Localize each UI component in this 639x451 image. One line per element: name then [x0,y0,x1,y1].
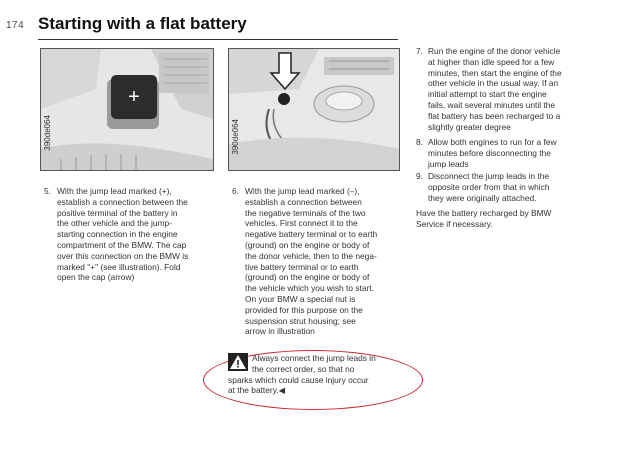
step-text: With the jump lead marked (–), establish a connection between the negative terminals of the two vehicles. First connect it to the negative battery terminal or to earth (ground) on the engine or body of the donor vehicle, then to the nega- tive battery terminal or to earth (ground) on the engine or body of the vehicle which you wish to start. On your BMW a special nut is provided for this purpose on the suspension strut housing; see arrow in illustration [245,186,378,337]
step-5 [44,186,219,283]
terminal-drawing [41,49,213,170]
step-6 [232,186,407,337]
earth-nut-drawing [229,49,399,170]
warning-line-2: the correct order, so that no [252,363,355,374]
step-9 [416,171,596,203]
recharge-note: Have the battery recharged by BMW Service if necessary. [416,208,552,229]
step-7 [416,46,596,132]
step-number: 5. [44,186,51,196]
figure-code: 390de064 [231,119,240,155]
step-number: 6. [232,186,239,196]
page-title: Starting with a flat battery [38,14,247,33]
step-text: With the jump lead marked (+), establish a connection between the positive terminal of the battery in the other vehicle and the jump- starting connection in the engine compartment of the BMW. The cap over this connection on the BMW is marked "+" (see illustration). Fold open the cap (arrow) [57,186,189,283]
jump-start-terminal-illustration [40,48,214,171]
svg-text:+: + [128,86,140,108]
page-number: 174 [6,20,25,31]
step-number: 9. [416,171,423,181]
step-text: Disconnect the jump leads in the opposite order from that in which they were originally attached. [428,171,550,203]
warning-note [228,353,404,396]
step-text: Run the engine of the donor vehicle at higher than idle speed for a few minutes, then start the engine of the other vehicle in the usual way. If an initial attempt to start the engine fails, wait several minutes until the flat battery has been recharged to a slightly greater degree [428,46,562,132]
title-rule [38,39,398,40]
warning-icon [228,353,248,371]
step-8 [416,137,596,169]
step-number: 8. [416,137,423,147]
step-text: Allow both engines to run for a few minutes before disconnecting the jump leads [428,137,557,169]
earth-nut-illustration [228,48,400,171]
end-mark-icon: ◀ [278,385,286,396]
step-number: 7. [416,46,423,56]
warning-line-1: Always connect the jump leads in [252,353,376,363]
warning-text: sparks which could cause injury occur at the battery. [228,374,369,396]
figure-code: 390de064 [43,115,52,151]
